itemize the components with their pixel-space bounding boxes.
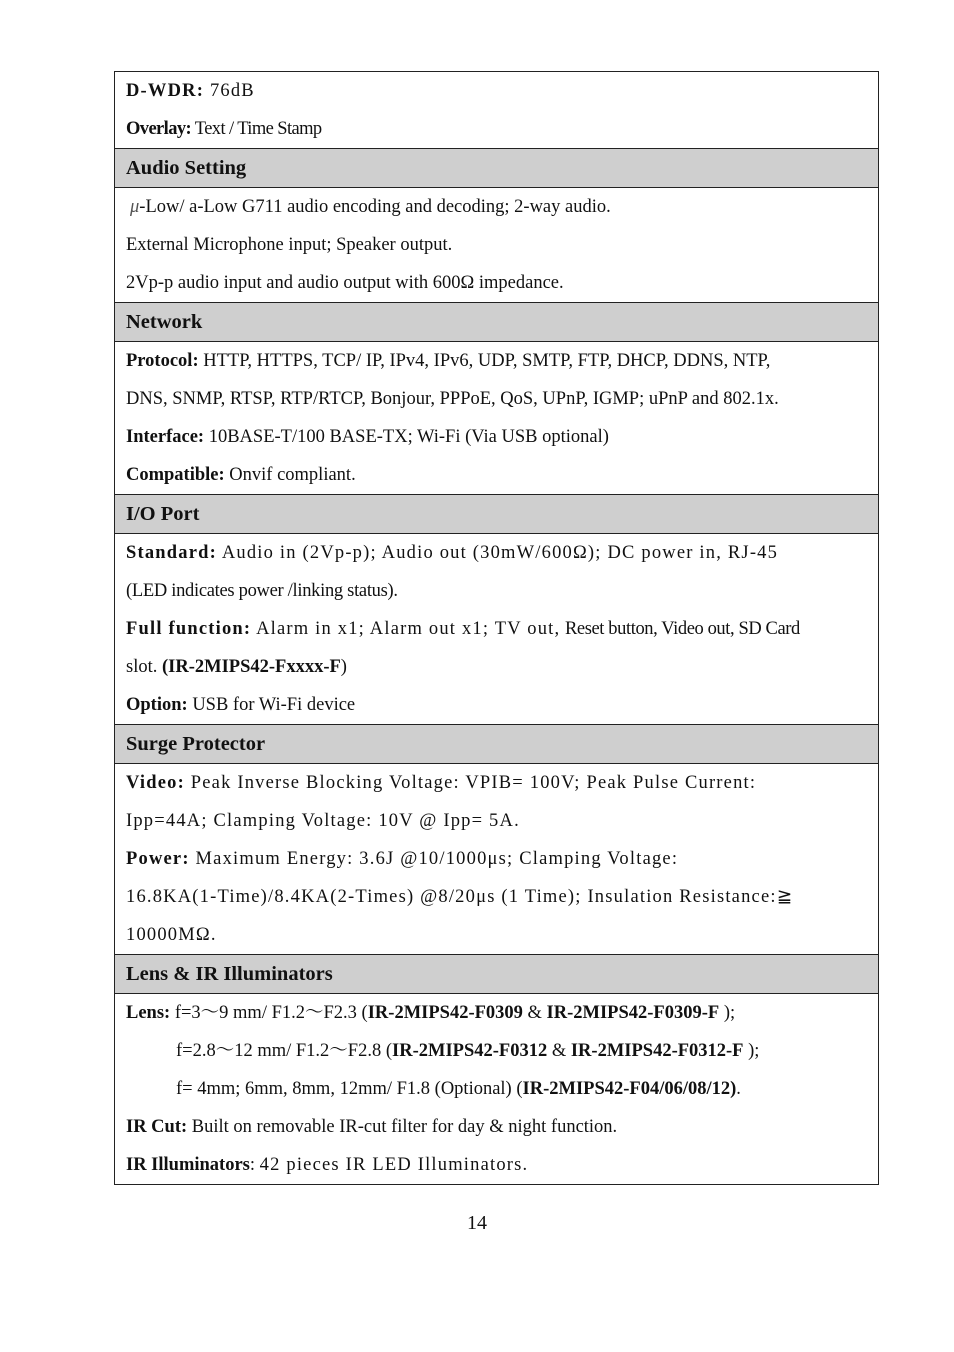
lens-line-2	[126, 1032, 867, 1070]
surge-video-line-1	[126, 764, 867, 802]
lens-1-end: );	[719, 1003, 736, 1023]
dwdr-label: D-WDR:	[126, 81, 205, 101]
lens-2-model-a: IR-2MIPS42-F0312	[392, 1041, 548, 1061]
video-settings-tail	[115, 72, 878, 149]
full-function-value-1b: Reset button, Video out, SD Card	[564, 619, 800, 639]
full-function-line-1	[126, 610, 867, 648]
surge-power-line-3: 10000MΩ.	[126, 925, 217, 945]
option-value: USB for Wi-Fi device	[192, 695, 356, 715]
network-body	[115, 342, 878, 495]
ir-illuminators-colon: :	[249, 1155, 256, 1175]
overlay-line	[126, 110, 867, 148]
network-header: Network	[115, 303, 878, 342]
lens-2-amp: &	[547, 1041, 571, 1061]
audio-setting-body	[115, 188, 878, 303]
io-port-body	[115, 534, 878, 725]
interface-value: 10BASE-T/100 BASE-TX; Wi-Fi (Via USB optional)	[208, 427, 609, 447]
ir-illuminators-label: IR Illuminators	[126, 1155, 250, 1175]
compatible-line	[126, 456, 867, 494]
overlay-label: Overlay:	[126, 119, 192, 139]
spec-table	[114, 71, 879, 1185]
audio-mic-line: External Microphone input; Speaker output.	[126, 235, 453, 255]
ir-cut-value: Built on removable IR-cut filter for day & night function.	[191, 1117, 618, 1137]
protocol-label: Protocol:	[126, 351, 199, 371]
standard-value-1: Audio in (2Vp-p); Audio out (30mW/600Ω); DC power in, RJ-45	[221, 543, 779, 563]
dwdr-value: 76dB	[209, 81, 255, 101]
protocol-value-1: HTTP, HTTPS, TCP/ IP, IPv4, IPv6, UDP, SMTP, FTP, DHCP, DDNS, NTP,	[203, 351, 771, 371]
full-function-model: (IR-2MIPS42-Fxxxx-F	[161, 657, 341, 677]
protocol-line-1	[126, 342, 867, 380]
standard-line-2: (LED indicates power /linking status).	[126, 581, 398, 601]
surge-video-value-1: Peak Inverse Blocking Voltage: VPIB= 100V; Peak Pulse Current:	[190, 773, 757, 793]
standard-line-1	[126, 534, 867, 572]
lens-1-text: f=3～9 mm/ F1.2～F2.3 (	[174, 1003, 368, 1023]
surge-protector-header: Surge Protector	[115, 725, 878, 764]
lens-1-amp: &	[522, 1003, 547, 1023]
lens-3-end: .	[736, 1079, 741, 1099]
surge-protector-body	[115, 764, 878, 955]
surge-power-line-1	[126, 840, 867, 878]
audio-encoding-text: -Low/ a-Low G711 audio encoding and decoding; 2-way audio.	[139, 197, 611, 217]
surge-power-value-1: Maximum Energy: 3.6J @10/1000μs; Clamping Voltage:	[195, 849, 679, 869]
dwdr-line	[126, 72, 867, 110]
overlay-value: Text / Time Stamp	[194, 119, 322, 139]
lens-2-text: f=2.8～12 mm/ F1.2～F2.8 (	[176, 1041, 393, 1061]
lens-2-end: );	[743, 1041, 760, 1061]
lens-3-model: IR-2MIPS42-F04/06/08/12)	[522, 1079, 737, 1099]
lens-3-text: f= 4mm; 6mm, 8mm, 12mm/ F1.8 (Optional) (	[176, 1079, 523, 1099]
page-number: 14	[467, 1212, 487, 1234]
surge-power-line-2: 16.8KA(1-Time)/8.4KA(2-Times) @8/20μs (1 Time); Insulation Resistance:≧	[126, 887, 794, 907]
audio-impedance-line: 2Vp-p audio input and audio output with 600Ω impedance.	[126, 273, 564, 293]
full-function-value-1a: Alarm in x1; Alarm out x1; TV out,	[256, 619, 561, 639]
standard-label: Standard:	[126, 543, 217, 563]
ir-illuminators-value: 42 pieces IR LED Illuminators.	[259, 1155, 529, 1175]
surge-video-line-2: Ipp=44A; Clamping Voltage: 10V @ Ipp= 5A.	[126, 811, 520, 831]
audio-encoding-line	[126, 188, 867, 226]
protocol-line-2: DNS, SNMP, RTSP, RTP/RTCP, Bonjour, PPPoE, QoS, UPnP, IGMP; uPnP and 802.1x.	[126, 389, 779, 409]
full-function-close: )	[340, 657, 347, 677]
ir-cut-label: IR Cut:	[126, 1117, 188, 1137]
lens-label: Lens:	[126, 1003, 171, 1023]
option-line	[126, 686, 867, 724]
lens-ir-header: Lens & IR Illuminators	[115, 955, 878, 994]
mu-symbol: μ	[130, 197, 140, 217]
lens-line-1	[126, 994, 867, 1032]
audio-setting-header: Audio Setting	[115, 149, 878, 188]
lens-line-3	[126, 1070, 867, 1108]
ir-illuminators-line	[126, 1146, 867, 1184]
surge-power-label: Power:	[126, 849, 190, 869]
interface-line	[126, 418, 867, 456]
interface-label: Interface:	[126, 427, 205, 447]
surge-video-label: Video:	[126, 773, 185, 793]
compatible-value: Onvif compliant.	[229, 465, 356, 485]
option-label: Option:	[126, 695, 188, 715]
compatible-label: Compatible:	[126, 465, 225, 485]
lens-1-model-b: IR-2MIPS42-F0309-F	[546, 1003, 720, 1023]
lens-2-model-b: IR-2MIPS42-F0312-F	[570, 1041, 744, 1061]
full-function-line-2	[126, 648, 867, 686]
io-port-header: I/O Port	[115, 495, 878, 534]
full-function-value-2: slot.	[126, 657, 158, 677]
lens-1-model-a: IR-2MIPS42-F0309	[367, 1003, 523, 1023]
lens-ir-body	[115, 994, 878, 1184]
ir-cut-line	[126, 1108, 867, 1146]
full-function-label: Full function:	[126, 619, 252, 639]
